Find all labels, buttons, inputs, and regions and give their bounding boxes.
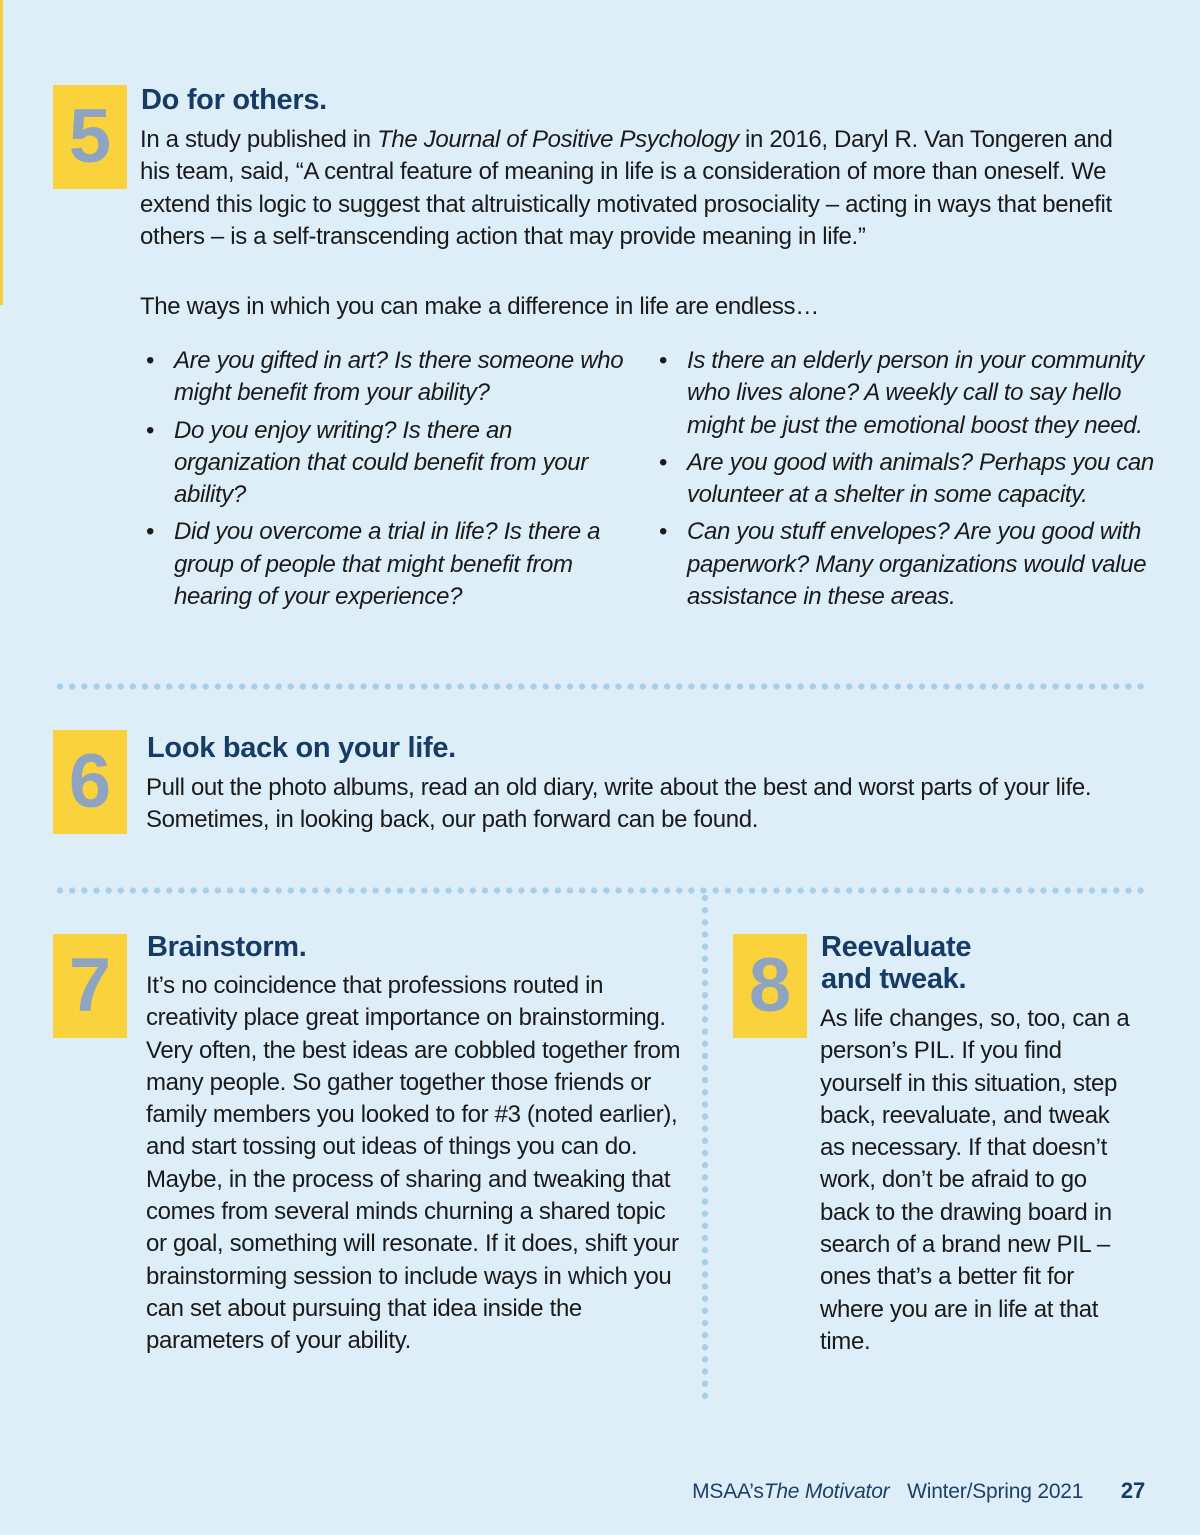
list-item: • Did you overcome a trial in life? Is there a group of people that might benefit from hearing of your experience? [141, 516, 631, 613]
list-item: • Is there an elderly person in your community who lives alone? A weekly call to say hello might be just the emotional boost they need. [654, 345, 1154, 442]
section-7-number-box: 7 [53, 934, 127, 1038]
footer-org: MSAA’s [692, 1480, 764, 1503]
section-5-bullets-right [654, 345, 1154, 618]
section-8-number-box: 8 [733, 934, 807, 1038]
section-5-bullets-left [141, 345, 631, 618]
section-6-title: Look back on your life. [147, 732, 456, 764]
section-7-body: It’s no coincidence that professions routed in creativity place great importance on brainstorming. Very often, the best ideas are cobbled together from many people. So gather together those friends or family members you looked to for #3 (noted earlier), and start tossing out ideas of things you can do. Maybe, in the process of sharing and tweaking that comes from several minds churning a shared topic or goal, something will resonate. If it does, shift your brainstorming session to include ways in which you can set about pursuing that idea inside the parameters of your ability. [146, 972, 681, 1355]
dotted-column-divider [701, 892, 709, 1400]
footer-issue: Winter/Spring 2021 [907, 1480, 1084, 1503]
left-accent-rule [0, 0, 3, 305]
section-5-lead: The ways in which you can make a difference in life are endless… [140, 293, 819, 320]
list-item: • Are you gifted in art? Is there someone who might benefit from your ability? [141, 345, 631, 410]
list-item: • Can you stuff envelopes? Are you good with paperwork? Many organizations would value assistance in these areas. [654, 516, 1154, 613]
journal-title: The Journal of Positive Psychology [377, 126, 739, 153]
section-6-number-box: 6 [53, 730, 127, 834]
section-7-title: Brainstorm. [147, 931, 307, 963]
page-number: 27 [1120, 1478, 1145, 1503]
dotted-divider-2 [54, 887, 1146, 894]
dotted-divider-1 [54, 683, 1146, 690]
page-footer [692, 1478, 1145, 1504]
section-6-body: Pull out the photo albums, read an old diary, write about the best and worst parts of your life. Sometimes, in looking back, our path forward can be found. [146, 774, 1092, 834]
list-item: • Do you enjoy writing? Is there an organization that could benefit from your ability? [141, 415, 631, 512]
footer-publication [692, 1480, 889, 1504]
list-item: • Are you good with animals? Perhaps you can volunteer at a shelter in some capacity. [654, 447, 1154, 512]
intro-text-post: in 2016, Daryl R. Van Tongeren and his team, said, “A central feature of meaning in life is a consideration of more than oneself. We extend this logic to suggest that altruistically motivated prosociality – acting in ways that benefit others – is a self-transcending action that may provide meaning in life.” [140, 126, 1113, 250]
section-5-intro [140, 124, 1140, 253]
intro-text-pre: In a study published in [140, 126, 378, 153]
section-8-title [821, 931, 971, 995]
section-8-title-line1: Reevaluate [821, 931, 972, 963]
section-5-title: Do for others. [141, 84, 327, 116]
section-8-title-line2: and tweak. [821, 963, 967, 995]
footer-magazine: The Motivator [763, 1480, 890, 1503]
section-5-number-box: 5 [53, 85, 127, 189]
section-8-body: As life changes, so, too, can a person’s PIL. If you find yourself in this situation, step back, reevaluate, and tweak as necessary. If that doesn’t work, don’t be afraid to go back to the drawing board in search of a brand new PIL – ones that’s a better fit for where you are in life at that time. [820, 1005, 1130, 1355]
